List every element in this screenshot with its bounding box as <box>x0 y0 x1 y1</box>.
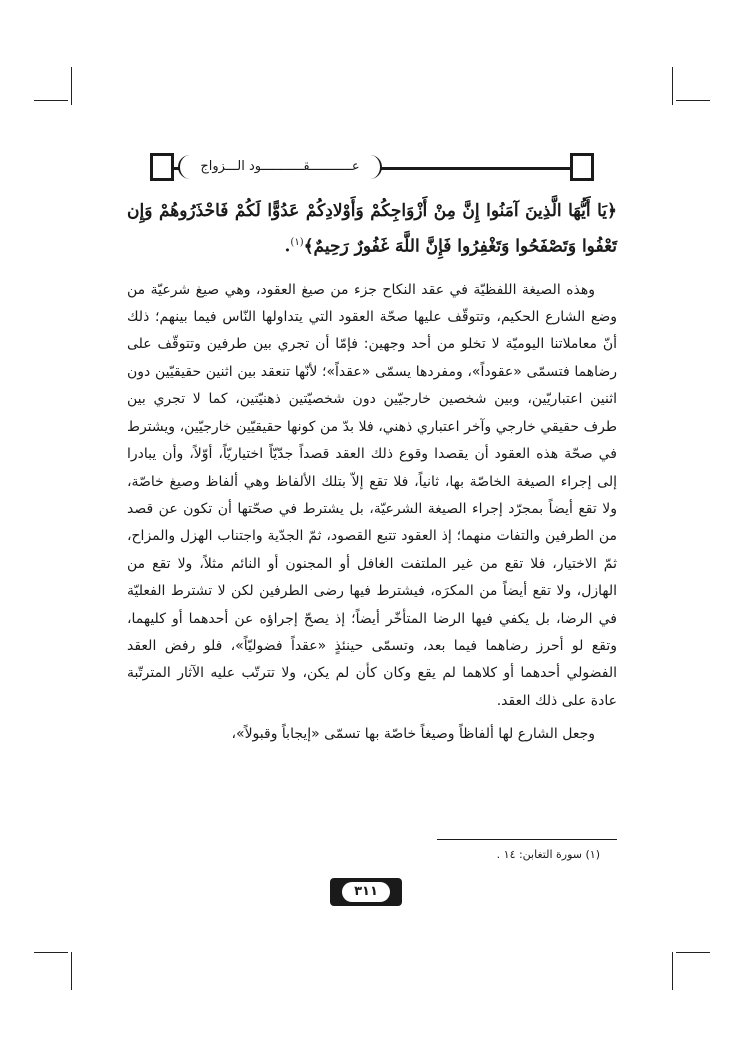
quran-verse <box>127 196 617 263</box>
crop-mark-bottom-right <box>672 952 673 990</box>
crop-mark-top-left <box>71 67 72 105</box>
crop-mark-bottom-right-h <box>676 952 710 953</box>
header-title: عـــــــــــقـــــــــــود الـــزواج <box>178 155 382 179</box>
crop-mark-bottom-left-h <box>34 952 68 953</box>
verse-text: ﴿يَا أَيُّهَا الَّذِينَ آمَنُوا إِنَّ مِنْ أَزْوَاجِكُمْ وَأَوْلادِكُمْ عَدُوًّا لَكُمْ فَاحْذَرُوهُمْ وَإِن تَعْفُوا وَتَصْفَحُوا وَتَغْفِرُوا فَإِنَّ اللَّهَ غَفُورٌ رَحِيمٌ﴾ <box>127 201 617 257</box>
footnote-rule <box>437 839 617 840</box>
header-ornament-right <box>570 153 594 181</box>
crop-mark-bottom-left <box>71 952 72 990</box>
footnote-ref: (١) <box>290 237 304 248</box>
verse-end: . <box>284 236 291 257</box>
page-number: ٣١١ <box>342 882 390 902</box>
footnote: (١) سورة التغابن: ١٤ . <box>496 848 600 861</box>
page-number-plaque <box>330 878 402 906</box>
crop-mark-top-right-h <box>676 100 710 101</box>
crop-mark-top-right <box>672 67 673 105</box>
crop-mark-top-left-h <box>34 100 68 101</box>
running-header <box>150 153 594 183</box>
paragraph: وهذه الصيغة اللفظيّة في عقد النكاح جزء من صيغ العقود، وهي صيغ شرعيّة من وضع الشارع الحكيم، وتتوقّف عليها صحّة العقود التي يتداولها النّاس فيما بينهم؛ ذلك أنّ معاملاتنا اليوميّة لا تخلو من أحد وجهين: فإمّا أن تجري بين طرفين وتتوقّف على رضاهما فتسمّى «عقوداً»، ومفردها يسمّى «عقداً»؛ لأنّها تنعقد بين اثنين حقيقيّين دون اثنين اعتباريّين، وبين شخصين خارجيّين دون شخصيّتين ذهنيّتين، كما لا تجري بين طرف حقيقي خارجي وآخر اعتباري ذهني، فلا بدّ من كونها حقيقيّين خارجيّين، ويشترط في صحّة هذه العقود أن يقصدا وقوع ذلك العقد قصداً جدّيّاً اختياريّاً، أوّلاً، وأن يبادرا إلى إجراء الصيغة الخاصّة بها، ثانياً، فلا تقع إلاّ بتلك الألفاظ وهي ألفاظ وصيغ خاصّة، ولا تقع أيضاً بمجرّد إجراء الصيغة الشرعيّة، بل يشترط في صحّتها أن تكون عن قصد من الطرفين والتفات منهما؛ إذ العقود تتبع القصود، ثمّ الجدّية واجتناب الهزل والمزاح، ثمّ الاختيار، فلا تقع من غير الملتفت الغافل أو المجنون أو النائم مثلاً، ولا تقع من الهازل، ولا تقع أيضاً من المكرَه، فيشترط فيها رضى الطرفين لكن لا تشترط الفعليّة في الرضا، بل يكفي فيها الرضا المتأخّر أيضاً؛ إذ يصحّ إجراؤه عن أحدهما أو كليهما، وتقع لو أحرز رضاهما فيما بعد، وتسمّى حينئذٍ «عقداً فضوليّاً»، فلو رفض العقد الفضولي أحدهما أو كلاهما لم يقع وكان كأن لم يكن، ولا تترتّب عليه الآثار المترتّبة عادة على ذلك العقد. <box>127 281 617 709</box>
paragraph: وجعل الشارع لها ألفاظاً وصيغاً خاصّة بها تسمّى «إيجاباً وقبولاً»، <box>231 726 595 743</box>
page-body <box>127 196 617 749</box>
header-ornament-left <box>150 153 174 181</box>
